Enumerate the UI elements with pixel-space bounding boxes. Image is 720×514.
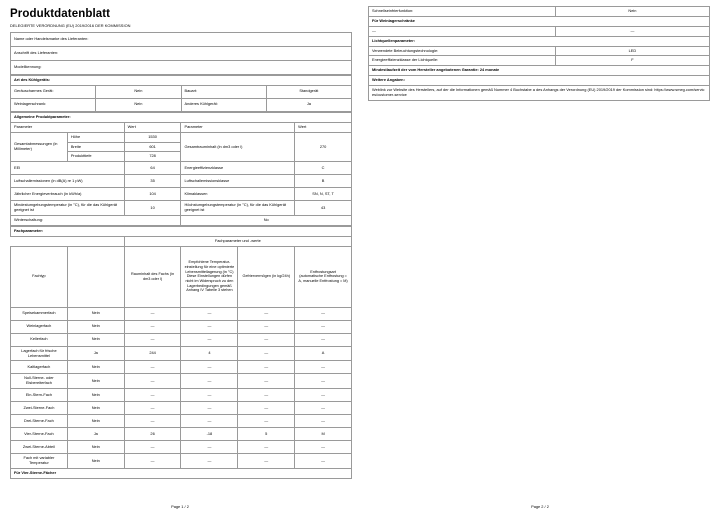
table-row: [11, 454, 352, 469]
table-row: [11, 98, 352, 111]
compartment-present: Nein: [67, 454, 124, 469]
eei-label: EEI: [11, 162, 125, 175]
table-row: [11, 415, 352, 428]
table-row: [11, 47, 352, 61]
col-parameter-2: Parameter: [181, 122, 295, 132]
compartment-present: Ja: [67, 346, 124, 361]
compartment-defrost: —: [295, 307, 352, 320]
light-technology-value: LED: [555, 46, 709, 56]
max-ambient-label: Höchstumgebungstemperatur (in °C), für die das Kühlgerät geeignet ist: [181, 201, 295, 216]
compartment-freeze: —: [238, 454, 295, 469]
page-footer-left: Page 1 / 2: [171, 504, 189, 509]
winter-setting-label: Winterschaltung:: [11, 216, 181, 226]
cooling-section-label: Art des Kühlgeräts:: [11, 76, 352, 86]
energy-class-label: Energieeffizienzklasse: [181, 162, 295, 175]
table-row: [369, 86, 710, 101]
section-header-row: [11, 76, 352, 86]
compartment-present: Nein: [67, 389, 124, 402]
section-header-row: [11, 226, 352, 236]
compartment-type: Speisekammerfach: [11, 307, 68, 320]
compartment-defrost: —: [295, 454, 352, 469]
compartment-temp: —: [181, 441, 238, 454]
compartment-volume: —: [124, 415, 181, 428]
compartment-volume: —: [124, 402, 181, 415]
compartment-defrost: —: [295, 361, 352, 374]
table-row: [369, 7, 710, 17]
compartment-type: Lagerfach für frische Lebensmittel: [11, 346, 68, 361]
compartment-present: Nein: [67, 374, 124, 389]
table-row: [11, 85, 352, 98]
compartment-volume: —: [124, 333, 181, 346]
wine-cabinets-section-label: Für Weinlagerschränke: [369, 16, 710, 26]
compartment-temp: —: [181, 307, 238, 320]
total-volume-value: 270: [295, 132, 352, 162]
compartment-type: Kaltlagerfach: [11, 361, 68, 374]
compartment-volume: —: [124, 307, 181, 320]
min-ambient-label: Mindestumgebungstemperatur (in °C), für die das Kühlgerät geeignet ist: [11, 201, 125, 216]
compartment-type: Zwei-Sterne-Abteil: [11, 441, 68, 454]
compartment-temp: —: [181, 361, 238, 374]
wine-param-label: —: [369, 26, 556, 36]
height-value: 1530: [124, 132, 181, 142]
col-recommended-temp: Empfohlene Temperatur-einstellung für eine optimierte Lebensmittellagerung (in °C) Diese Einstellungen dürfen nicht im Widerspruch zu den Lagerbedingungen gemäß Anhang IV Tabelle 3 stehen: [181, 246, 238, 307]
col-value-1: Wert: [124, 122, 181, 132]
compartments-section-label: Fachparameter:: [11, 226, 352, 236]
low-noise-label: Geräuscharmes Gerät:: [11, 85, 96, 98]
compartment-freeze: —: [238, 333, 295, 346]
compartment-present: Nein: [67, 307, 124, 320]
compartment-temp: —: [181, 320, 238, 333]
compartment-freeze: —: [238, 307, 295, 320]
general-section-label: Allgemeine Produktparameter:: [11, 112, 352, 122]
compartment-defrost: —: [295, 333, 352, 346]
table-row: [369, 56, 710, 66]
section-header-row: [11, 468, 352, 478]
compartment-type: Ein-Stern-Fach: [11, 389, 68, 402]
table-row: [11, 389, 352, 402]
compartment-volume: —: [124, 441, 181, 454]
compartment-defrost: —: [295, 374, 352, 389]
table-header-row: [11, 246, 352, 307]
compartment-temp: —: [181, 402, 238, 415]
compartment-freeze: —: [238, 389, 295, 402]
quick-freeze-table: [368, 6, 710, 101]
compartment-present: Nein: [67, 333, 124, 346]
table-row: [11, 402, 352, 415]
design-type-value: Standgerät: [266, 85, 351, 98]
compartment-type: Null-Sterne- oder Eisbereiterfach: [11, 374, 68, 389]
compartment-defrost: M: [295, 428, 352, 441]
col-freezing-capacity: Gefriervermögen (in kg/24h): [238, 246, 295, 307]
table-row: [11, 188, 352, 201]
compartment-defrost: A: [295, 346, 352, 361]
page-2: [360, 0, 720, 514]
wine-param-value: —: [555, 26, 709, 36]
compartment-defrost: —: [295, 441, 352, 454]
compartment-defrost: —: [295, 402, 352, 415]
quick-freeze-value: Nein: [555, 7, 709, 17]
compartment-volume: 244: [124, 346, 181, 361]
eei-value: 64: [124, 162, 181, 175]
compartment-freeze: 5: [238, 428, 295, 441]
compartment-present: Nein: [67, 415, 124, 428]
compartment-freeze: —: [238, 361, 295, 374]
width-label: Breite: [67, 142, 124, 152]
energy-class-value: C: [295, 162, 352, 175]
table-row: [11, 333, 352, 346]
table-row: [11, 132, 352, 142]
light-source-section-label: Lichtquellenparameter:: [369, 36, 710, 46]
light-technology-label: Verwendete Beleuchtungstechnologie:: [369, 46, 556, 56]
general-parameters-table: [10, 112, 352, 226]
warranty-row: Mindestlaufzeit der vom Hersteller angebotenen Garantie: 24 monate: [369, 66, 710, 76]
compartment-temp: —: [181, 389, 238, 402]
more-info-section-label: Weitere Angaben:: [369, 76, 710, 86]
noise-class-value: B: [295, 175, 352, 188]
compartment-volume: —: [124, 361, 181, 374]
compartment-present: Nein: [67, 361, 124, 374]
winter-setting-value: No: [181, 216, 352, 226]
total-volume-label: Gesamtrauminhalt (in dm3 oder l): [181, 132, 295, 162]
cooling-type-table: [10, 75, 352, 112]
compartment-defrost: —: [295, 415, 352, 428]
compartment-freeze: —: [238, 320, 295, 333]
compartment-volume: —: [124, 389, 181, 402]
col-compartment-type: Fachtyp: [11, 246, 68, 307]
annual-energy-value: 104: [124, 188, 181, 201]
compartment-type: Kellerfach: [11, 333, 68, 346]
regulation-subtitle: DELEGIERTE VERORDNUNG (EU) 2019/2016 DER KOMMISSION: [10, 23, 131, 28]
col-value-2: Wert: [295, 122, 352, 132]
table-row: [11, 216, 352, 226]
table-row: [11, 162, 352, 175]
height-label: Höhe: [67, 132, 124, 142]
table-row: [11, 307, 352, 320]
noise-label: Luftschallemissionen (in dB(A) re 1 pW): [11, 175, 125, 188]
page-title: Produktdatenblatt: [10, 8, 111, 20]
compartment-freeze: —: [238, 415, 295, 428]
table-row: [11, 346, 352, 361]
four-star-section-label: Für Vier-Sterne-Fächer: [11, 468, 352, 478]
light-efficiency-value: F: [555, 56, 709, 66]
compartment-temp: —: [181, 415, 238, 428]
supplier-table: [10, 32, 352, 75]
compartment-freeze: —: [238, 402, 295, 415]
col-defrost-type: Entfrostungsart (automatische Entfrostung = A, manuelle Entfrostung = M): [295, 246, 352, 307]
compartment-type: Vier-Sterne-Fach: [11, 428, 68, 441]
table-row: [369, 66, 710, 76]
compartment-present: Ja: [67, 428, 124, 441]
width-value: 601: [124, 142, 181, 152]
compartment-type: Fach mit variabler Temperatur: [11, 454, 68, 469]
col-present: [67, 246, 124, 307]
design-type-label: Bauart:: [181, 85, 266, 98]
compartment-params-header: Fachparameter und -werte: [124, 236, 351, 246]
min-ambient-value: 10: [124, 201, 181, 216]
table-row: [11, 428, 352, 441]
other-appliance-label: Anderes Kühlgerät:: [181, 98, 266, 111]
table-row: [11, 61, 352, 75]
page-footer-right: Page 2 / 2: [531, 504, 549, 509]
light-efficiency-label: Energieeffizienzklasse der Lichtquelle:: [369, 56, 556, 66]
compartment-temp: 4: [181, 346, 238, 361]
table-row: [11, 361, 352, 374]
compartment-temp: —: [181, 454, 238, 469]
section-header-row: [369, 36, 710, 46]
wine-cabinet-label: Weinlagerschrank:: [11, 98, 96, 111]
climate-class-label: Klimaklassen: [181, 188, 295, 201]
climate-class-value: SN, N, ST, T: [295, 188, 352, 201]
table-row: [11, 201, 352, 216]
compartment-volume: —: [124, 454, 181, 469]
manufacturer-weblink-row[interactable]: Weblink zur Website des Herstellers, auf der die Informationen gemäß Nummer 4 Buchstabe a des Anhangs der Verordnung (EU) 2019/2019 der Kommission sind: https://www.smeg.com/services/customer-service: [369, 86, 710, 101]
compartment-defrost: —: [295, 320, 352, 333]
compartment-present: Nein: [67, 402, 124, 415]
table-row: [11, 175, 352, 188]
compartment-type: Zwei-Sterne-Fach: [11, 402, 68, 415]
compartment-present: Nein: [67, 441, 124, 454]
table-row: [11, 33, 352, 47]
compartment-temp: —: [181, 333, 238, 346]
section-header-row: [369, 16, 710, 26]
table-header-row: [11, 122, 352, 132]
compartment-temp: —: [181, 374, 238, 389]
model-id-cell: Modellkennung:: [11, 61, 352, 75]
table-row: [11, 320, 352, 333]
col-volume: Rauminhalt des Fachs (in dm3 oder l): [124, 246, 181, 307]
annual-energy-label: Jährlicher Energieverbrauch (in kWh/a): [11, 188, 125, 201]
compartment-freeze: —: [238, 346, 295, 361]
compartment-type: Weinlagerfach: [11, 320, 68, 333]
depth-label: Produkttiefe: [67, 152, 124, 162]
table-header-row: [11, 236, 352, 246]
dimensions-label: Gesamtabmessungen (in Millimeter): [11, 132, 68, 162]
other-appliance-value: Ja: [266, 98, 351, 111]
section-header-row: [369, 76, 710, 86]
compartment-freeze: —: [238, 374, 295, 389]
compartment-volume: —: [124, 320, 181, 333]
compartment-volume: —: [124, 374, 181, 389]
compartments-table: [10, 226, 352, 479]
supplier-address-cell: Anschrift des Lieferanten:: [11, 47, 352, 61]
noise-class-label: Luftschallemissionsklasse: [181, 175, 295, 188]
section-header-row: [11, 112, 352, 122]
table-row: [369, 26, 710, 36]
compartment-freeze: —: [238, 441, 295, 454]
depth-value: 728: [124, 152, 181, 162]
low-noise-value: Nein: [96, 85, 181, 98]
compartment-temp: -18: [181, 428, 238, 441]
table-row: [11, 441, 352, 454]
compartment-volume: 26: [124, 428, 181, 441]
table-row: [11, 374, 352, 389]
wine-cabinet-value: Nein: [96, 98, 181, 111]
col-parameter-1: Parameter: [11, 122, 125, 132]
compartment-present: Nein: [67, 320, 124, 333]
compartment-defrost: —: [295, 389, 352, 402]
compartment-type: Drei-Sterne-Fach: [11, 415, 68, 428]
noise-value: 35: [124, 175, 181, 188]
supplier-name-cell: Name oder Handelsmarke des Lieferanten:: [11, 33, 352, 47]
quick-freeze-label: Schnellseinfrierfunktion:: [369, 7, 556, 17]
max-ambient-value: 43: [295, 201, 352, 216]
table-row: [369, 46, 710, 56]
